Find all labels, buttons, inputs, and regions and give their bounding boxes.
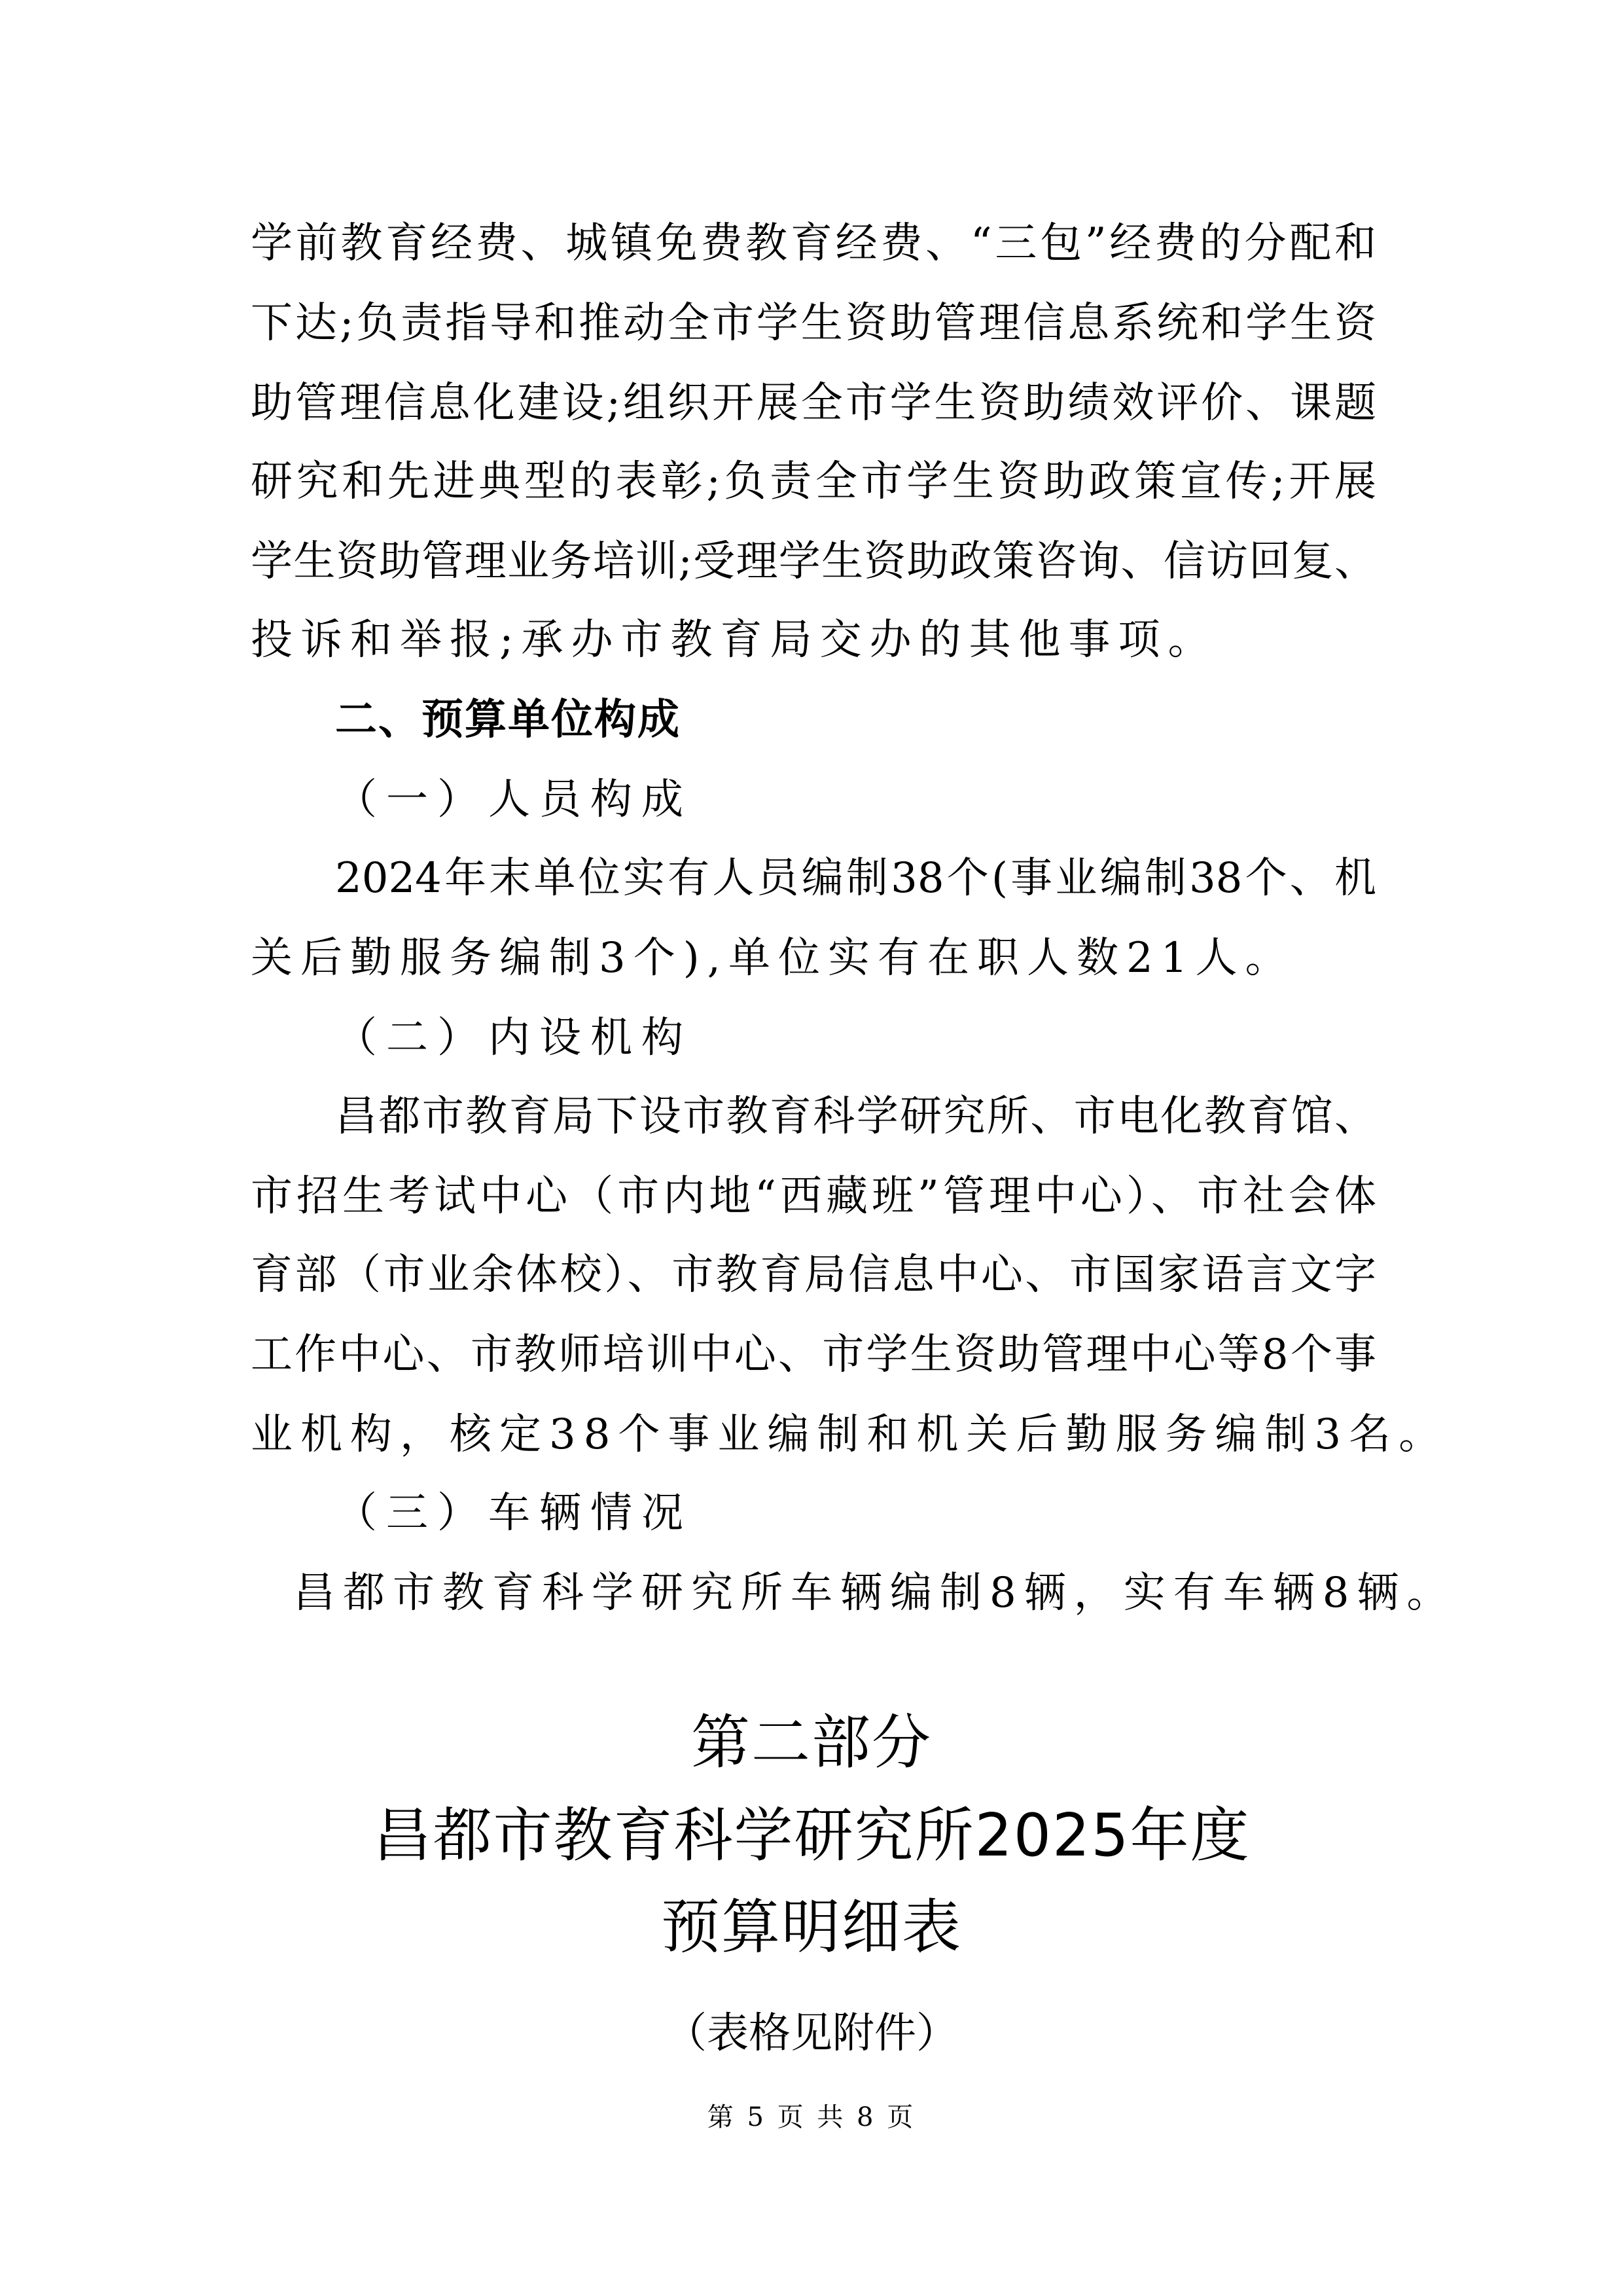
part-two-subtitle-2: 预算明细表 — [661, 1893, 962, 1962]
body-line: 助管理信息化建设;组织开展全市学生资助绩效评价、课题 — [251, 379, 1376, 427]
personnel-line: 2024年末单位实有人员编制38个(事业编制38个、机 — [335, 854, 1376, 903]
section-heading: 二、预算单位构成 — [335, 696, 681, 744]
body-line: 投诉和举报;承办市教育局交办的其他事项。 — [251, 616, 1218, 664]
attachment-note: （表格见附件） — [665, 2009, 958, 2058]
vehicles-line: 昌都市教育科学研究所车辆编制8辆，实有车辆8辆。 — [293, 1569, 1457, 1617]
institutions-line: 工作中心、市教师培训中心、市学生资助管理中心等8个事 — [251, 1331, 1376, 1379]
part-two-title: 第二部分 — [691, 1708, 932, 1777]
body-line: 学前教育经费、城镇免费教育经费、“三包”经费的分配和 — [251, 219, 1376, 268]
body-line: 下达;负责指导和推动全市学生资助管理信息系统和学生资 — [251, 299, 1376, 348]
institutions-line: 昌都市教育局下设市教育科学研究所、市电化教育馆、 — [335, 1092, 1376, 1141]
body-line: 学生资助管理业务培训;受理学生资助政策咨询、信访回复、 — [251, 537, 1376, 586]
personnel-line: 关后勤服务编制3个),单位实有在职人数21人。 — [251, 934, 1295, 982]
page-number: 第 5 页 共 8 页 — [707, 2102, 916, 2132]
part-two-subtitle: 昌都市教育科学研究所2025年度 — [372, 1801, 1251, 1870]
institutions-line: 市招生考试中心（市内地“西藏班”管理中心）、市社会体 — [251, 1172, 1376, 1221]
body-line: 研究和先进典型的表彰;负责全市学生资助政策宣传;开展 — [251, 457, 1376, 506]
subsection-title-institutions: （二）内设机构 — [335, 1014, 692, 1062]
subsection-title-vehicles: （三）车辆情况 — [335, 1489, 692, 1537]
subsection-title-personnel: （一）人员构成 — [335, 776, 692, 824]
institutions-line: 育部（市业余体校）、市教育局信息中心、市国家语言文字 — [251, 1251, 1376, 1299]
institutions-line: 业机构，核定38个事业编制和机关后勤服务编制3名。 — [251, 1410, 1449, 1459]
